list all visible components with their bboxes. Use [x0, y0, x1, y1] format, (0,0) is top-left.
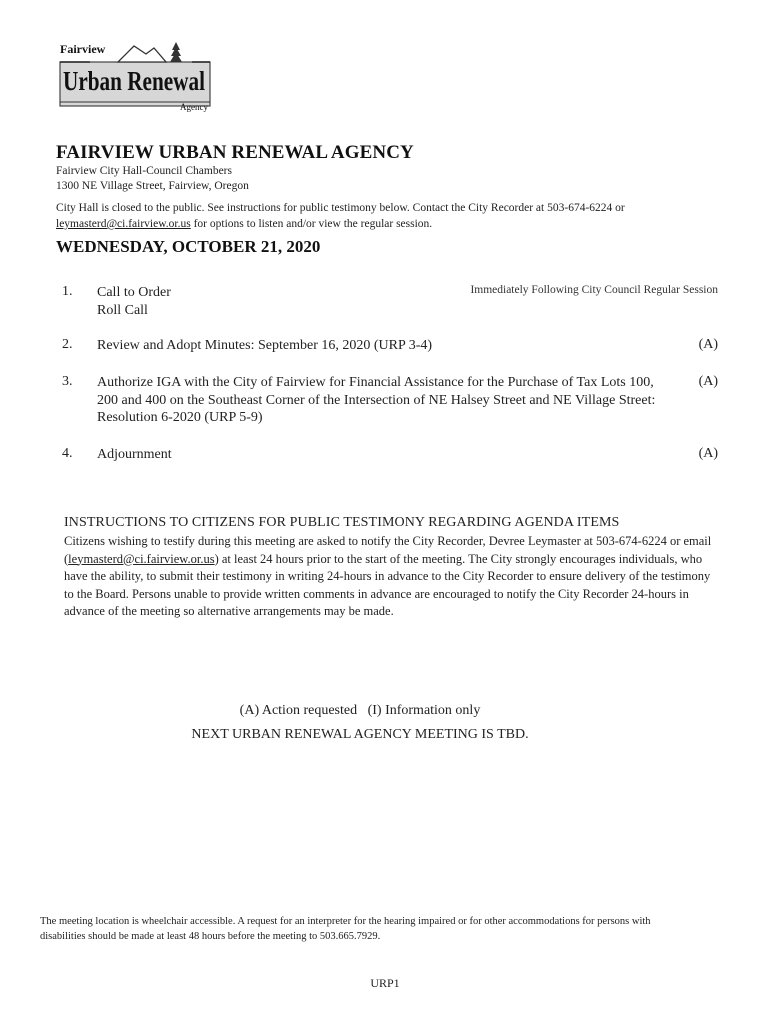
agency-logo	[54, 40, 216, 112]
accessibility-notice: The meeting location is wheelchair accessible. A request for an interpreter for the hearing impaired or for other accommodations for persons with disabilities should be made at least 48 hours before the meeting to 503.665.7929.	[40, 916, 651, 942]
agenda-item-number: 3.	[62, 374, 73, 389]
logo-text-agency: Agency	[180, 102, 208, 112]
logo-graphic	[54, 40, 216, 112]
instructions-text: Citizens wishing to testify during this meeting are asked to notify the City Recorder, Devree Leymaster at 503-674-6224 or email (	[64, 534, 712, 566]
closure-notice	[56, 200, 696, 232]
agency-title: FAIRVIEW URBAN RENEWAL AGENCY	[56, 142, 414, 163]
agenda-item-call-to-order	[97, 284, 657, 319]
meeting-timing: Immediately Following City Council Regular Session	[470, 284, 718, 296]
instructions-text-end: ) at least 24 hours prior to the start of the meeting. The City strongly encourages individuals, who have the ability, to submit their testimony in writing 24-hours in advance to the City Recorder to ensure delivery of the testimony to the Board. Persons unable to provide written comments in advance are encouraged to notify the City Recorder 24-hours in advance of the meeting so alternative arrangements may be made.	[64, 551, 711, 618]
instructions-body	[64, 533, 712, 621]
recorder-email-link[interactable]: leymasterd@ci.fairview.or.us	[56, 218, 191, 230]
code-legend: (A) Action requested (I) Information only	[239, 703, 481, 718]
agenda-item-code: (A)	[698, 337, 718, 352]
closure-notice-text: City Hall is closed to the public. See instructions for public testimony below. Contact the City Recorder at 503-674-6224 or	[56, 202, 625, 214]
page-number: URP1	[370, 976, 400, 990]
logo-text-fairview: Fairview	[60, 42, 106, 56]
agenda-item-title: Call to Order	[97, 285, 171, 300]
agenda-item-number: 1.	[62, 284, 73, 299]
next-meeting-notice: NEXT URBAN RENEWAL AGENCY MEETING IS TBD.	[191, 727, 529, 742]
meeting-address: 1300 NE Village Street, Fairview, Oregon	[56, 180, 249, 192]
agenda-item-iga: Authorize IGA with the City of Fairview for Financial Assistance for the Purchase of Tax Lots 100, 200 and 400 on the Southeast Corner of the Intersection of NE Halsey Street and NE Village Street: Resolution 6-2020 (URP 5-9)	[97, 375, 656, 425]
agenda-item-subtitle: Roll Call	[97, 302, 148, 318]
closure-notice-text-end: for options to listen and/or view the regular session.	[190, 218, 433, 230]
agenda-item-minutes: Review and Adopt Minutes: September 16, 2020 (URP 3-4)	[97, 338, 433, 353]
agenda-item-adjournment: Adjournment	[97, 447, 172, 462]
agenda-item-code: (A)	[698, 374, 718, 389]
meeting-date: WEDNESDAY, OCTOBER 21, 2020	[56, 237, 321, 256]
agenda-item-number: 4.	[62, 446, 73, 461]
meeting-location: Fairview City Hall-Council Chambers	[56, 165, 232, 177]
agenda-item-number: 2.	[62, 337, 73, 352]
instructions-email-link[interactable]: leymasterd@ci.fairview.or.us	[68, 551, 215, 566]
agenda-item-code: (A)	[698, 446, 718, 461]
instructions-title: INSTRUCTIONS TO CITIZENS FOR PUBLIC TESTIMONY REGARDING AGENDA ITEMS	[64, 515, 620, 530]
logo-text-urban-renewal: Urban Renewal	[63, 66, 206, 96]
